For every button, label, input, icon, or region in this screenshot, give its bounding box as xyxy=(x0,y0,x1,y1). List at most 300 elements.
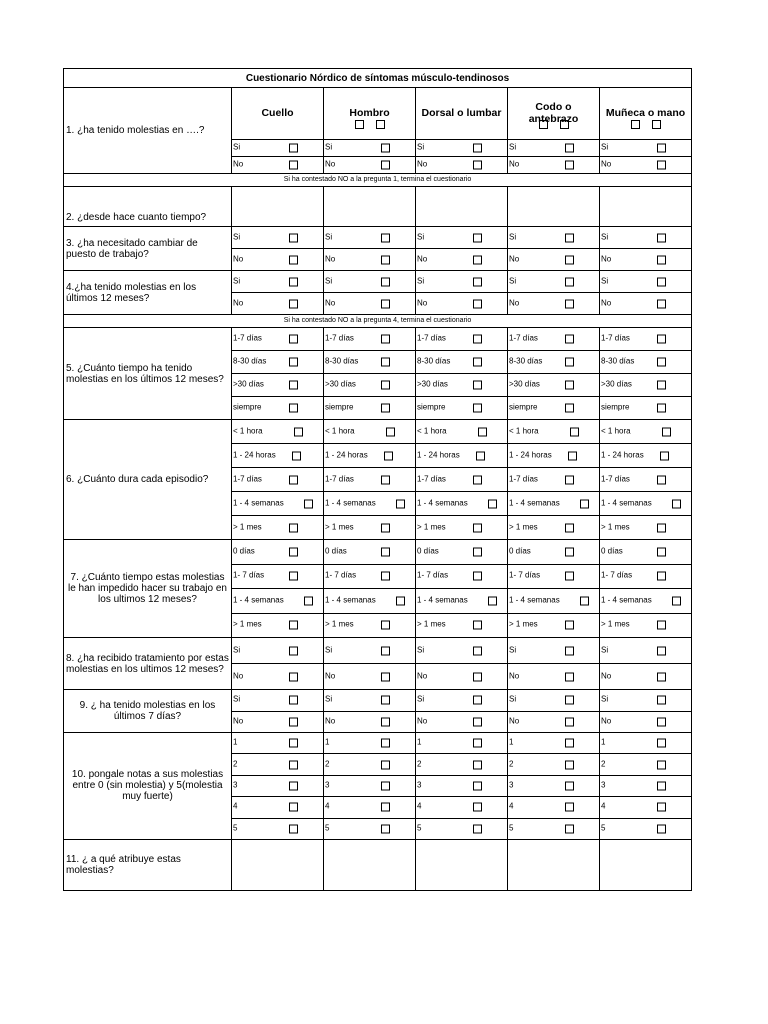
checkbox[interactable] xyxy=(657,144,666,153)
checkbox[interactable] xyxy=(381,381,390,390)
question-10-option-cell xyxy=(324,733,416,754)
option-label: Si xyxy=(325,694,333,704)
option-label: 1 xyxy=(601,737,606,747)
answer-cell[interactable] xyxy=(416,187,508,227)
question-5-option-cell xyxy=(324,328,416,351)
option-label: No xyxy=(325,159,336,169)
checkbox[interactable] xyxy=(289,161,298,170)
question-6: 6. ¿Cuánto dura cada episodio? xyxy=(64,420,232,540)
checkbox[interactable] xyxy=(473,335,482,344)
question-10-option-cell xyxy=(416,818,508,839)
checkbox[interactable] xyxy=(473,523,482,532)
question-7-option-cell xyxy=(416,564,508,589)
option-label: 1 - 4 semanas xyxy=(325,498,376,508)
checkbox[interactable] xyxy=(657,523,666,532)
checkbox[interactable] xyxy=(476,451,485,460)
question-3-option-cell xyxy=(232,249,324,271)
question-3-option-cell xyxy=(508,227,600,249)
question-9-option-cell xyxy=(232,711,324,733)
checkbox[interactable] xyxy=(657,781,666,790)
option-label: No xyxy=(509,298,520,308)
checkbox[interactable] xyxy=(289,646,298,655)
checkbox[interactable] xyxy=(565,803,574,812)
checkbox[interactable] xyxy=(565,760,574,769)
checkbox[interactable] xyxy=(381,696,390,705)
option-label: >30 días xyxy=(601,379,632,389)
table-row xyxy=(64,174,692,187)
question-5-option-cell xyxy=(508,351,600,374)
checkbox[interactable] xyxy=(396,596,405,605)
checkbox[interactable] xyxy=(657,358,666,367)
option-label: 1 xyxy=(417,737,422,747)
checkbox[interactable] xyxy=(292,451,301,460)
question-7-option-cell xyxy=(508,589,600,614)
question-6-option-cell xyxy=(508,468,600,492)
table-row xyxy=(64,187,692,227)
checkbox[interactable] xyxy=(289,335,298,344)
checkbox[interactable] xyxy=(652,120,661,129)
question-4: 4.¿ha tenido molestias en los últimos 12 meses? xyxy=(64,271,232,315)
checkbox[interactable] xyxy=(473,572,482,581)
checkbox[interactable] xyxy=(304,499,313,508)
checkbox[interactable] xyxy=(657,803,666,812)
option-label: Si xyxy=(417,694,425,704)
checkbox[interactable] xyxy=(473,547,482,556)
checkbox[interactable] xyxy=(657,672,666,681)
checkbox[interactable] xyxy=(289,760,298,769)
question-4-option-cell xyxy=(232,293,324,315)
table-row xyxy=(64,540,692,565)
question-3-option-cell xyxy=(416,249,508,271)
checkbox[interactable] xyxy=(289,358,298,367)
checkbox[interactable] xyxy=(672,499,681,508)
question-9-option-cell xyxy=(324,711,416,733)
checkbox[interactable] xyxy=(473,161,482,170)
region-header-4 xyxy=(600,88,692,140)
checkbox[interactable] xyxy=(473,299,482,308)
question-10-option-cell xyxy=(416,797,508,818)
checkbox[interactable] xyxy=(473,803,482,812)
option-label: 1 - 24 horas xyxy=(601,450,644,460)
checkbox[interactable] xyxy=(289,144,298,153)
checkbox[interactable] xyxy=(289,739,298,748)
question-6-option-cell xyxy=(232,516,324,540)
option-label: siempre xyxy=(509,402,538,412)
question-10-option-cell xyxy=(324,818,416,839)
option-label: > 1 mes xyxy=(325,619,354,629)
checkbox[interactable] xyxy=(565,299,574,308)
checkbox[interactable] xyxy=(473,475,482,484)
checkbox[interactable] xyxy=(289,523,298,532)
checkbox[interactable] xyxy=(473,672,482,681)
option-label: 1 xyxy=(233,737,238,747)
question-5-option-cell xyxy=(232,351,324,374)
checkbox[interactable] xyxy=(381,144,390,153)
checkbox[interactable] xyxy=(289,621,298,630)
checkbox[interactable] xyxy=(565,739,574,748)
checkbox[interactable] xyxy=(289,696,298,705)
checkbox[interactable] xyxy=(631,120,640,129)
option-label: No xyxy=(601,298,612,308)
answer-cell[interactable] xyxy=(232,839,324,890)
checkbox[interactable] xyxy=(580,499,589,508)
question-11: 11. ¿ a qué atribuye estas molestias? xyxy=(64,839,232,890)
option-label: 4 xyxy=(325,801,330,811)
question-4-option-cell xyxy=(600,293,692,315)
option-label: No xyxy=(417,671,428,681)
option-label: 0 días xyxy=(233,546,255,556)
checkbox[interactable] xyxy=(289,803,298,812)
checkbox[interactable] xyxy=(289,277,298,286)
nordic-questionnaire-table xyxy=(63,68,692,891)
answer-cell[interactable] xyxy=(324,187,416,227)
option-label: 1-7 días xyxy=(601,333,630,343)
checkbox[interactable] xyxy=(289,781,298,790)
option-label: 1 - 4 semanas xyxy=(509,498,560,508)
checkbox[interactable] xyxy=(473,739,482,748)
checkbox[interactable] xyxy=(473,381,482,390)
checkbox[interactable] xyxy=(657,381,666,390)
question-5-option-cell xyxy=(600,397,692,420)
question-8: 8. ¿ha recibido tratamiento por estas molestias en los ultimos 12 meses? xyxy=(64,638,232,690)
question-6-option-cell xyxy=(416,468,508,492)
checkbox[interactable] xyxy=(565,358,574,367)
option-label: Si xyxy=(601,645,609,655)
question-8-option-cell xyxy=(508,638,600,664)
checkbox[interactable] xyxy=(565,255,574,264)
checkbox[interactable] xyxy=(384,451,393,460)
checkbox[interactable] xyxy=(381,358,390,367)
question-5-option-cell xyxy=(600,351,692,374)
checkbox[interactable] xyxy=(672,596,681,605)
checkbox[interactable] xyxy=(565,404,574,413)
checkbox[interactable] xyxy=(662,427,671,436)
checkbox[interactable] xyxy=(657,621,666,630)
checkbox[interactable] xyxy=(381,255,390,264)
checkbox[interactable] xyxy=(657,547,666,556)
answer-cell[interactable] xyxy=(324,839,416,890)
option-label: 2 xyxy=(509,759,514,769)
option-label: 8-30 días xyxy=(325,356,359,366)
question-5-option-cell xyxy=(232,374,324,397)
checkbox[interactable] xyxy=(473,233,482,242)
option-label: Si xyxy=(509,276,517,286)
question-7-option-cell xyxy=(324,613,416,638)
checkbox[interactable] xyxy=(565,144,574,153)
checkbox[interactable] xyxy=(660,451,669,460)
checkbox[interactable] xyxy=(376,120,385,129)
checkbox[interactable] xyxy=(381,475,390,484)
question-7-option-cell xyxy=(600,540,692,565)
checkbox[interactable] xyxy=(568,451,577,460)
checkbox[interactable] xyxy=(473,404,482,413)
option-label: 1 - 4 semanas xyxy=(325,595,376,605)
question-5-option-cell xyxy=(232,397,324,420)
checkbox[interactable] xyxy=(565,717,574,726)
checkbox[interactable] xyxy=(289,717,298,726)
checkbox[interactable] xyxy=(657,696,666,705)
option-label: 2 xyxy=(601,759,606,769)
option-label: 1 - 4 semanas xyxy=(601,595,652,605)
checkbox[interactable] xyxy=(657,572,666,581)
question-4-option-cell xyxy=(508,271,600,293)
option-label: > 1 mes xyxy=(233,619,262,629)
checkbox[interactable] xyxy=(289,475,298,484)
option-label: 8-30 días xyxy=(233,356,267,366)
checkbox[interactable] xyxy=(565,335,574,344)
checkbox[interactable] xyxy=(289,299,298,308)
checkbox[interactable] xyxy=(565,547,574,556)
checkbox[interactable] xyxy=(565,646,574,655)
table-row xyxy=(64,227,692,249)
question-10-option-cell xyxy=(508,775,600,796)
checkbox[interactable] xyxy=(565,381,574,390)
option-label: No xyxy=(233,159,244,169)
checkbox[interactable] xyxy=(657,299,666,308)
question-6-option-cell xyxy=(324,516,416,540)
answer-cell[interactable] xyxy=(232,187,324,227)
checkbox[interactable] xyxy=(565,621,574,630)
option-label: 2 xyxy=(233,759,238,769)
option-label: No xyxy=(233,298,244,308)
checkbox[interactable] xyxy=(289,824,298,833)
checkbox[interactable] xyxy=(565,523,574,532)
checkbox[interactable] xyxy=(381,646,390,655)
checkbox[interactable] xyxy=(473,717,482,726)
checkbox[interactable] xyxy=(570,427,579,436)
option-label: Si xyxy=(233,142,241,152)
checkbox[interactable] xyxy=(565,277,574,286)
option-label: 1- 7 días xyxy=(233,570,265,580)
table-row xyxy=(64,733,692,754)
question-7-option-cell xyxy=(232,540,324,565)
checkbox[interactable] xyxy=(473,824,482,833)
option-label: Si xyxy=(509,142,517,152)
checkbox[interactable] xyxy=(355,120,364,129)
answer-cell[interactable] xyxy=(508,839,600,890)
question-7-option-cell xyxy=(324,540,416,565)
checkbox[interactable] xyxy=(565,696,574,705)
option-label: 1 - 24 horas xyxy=(509,450,552,460)
checkbox[interactable] xyxy=(381,760,390,769)
option-label: Si xyxy=(601,276,609,286)
checkbox[interactable] xyxy=(657,335,666,344)
option-label: 3 xyxy=(233,780,238,790)
question-4-option-cell xyxy=(416,293,508,315)
checkbox[interactable] xyxy=(473,255,482,264)
option-label: Si xyxy=(233,645,241,655)
question-8-option-cell xyxy=(416,664,508,690)
checkbox[interactable] xyxy=(473,144,482,153)
checkbox[interactable] xyxy=(539,120,548,129)
option-label: > 1 mes xyxy=(325,522,354,532)
answer-cell[interactable] xyxy=(600,187,692,227)
option-label: 1 - 24 horas xyxy=(417,450,460,460)
table-row xyxy=(64,420,692,444)
question-4-option-cell xyxy=(416,271,508,293)
question-6-option-cell xyxy=(600,516,692,540)
question-7-option-cell xyxy=(416,589,508,614)
option-label: 4 xyxy=(509,801,514,811)
question-7-option-cell xyxy=(232,564,324,589)
option-label: No xyxy=(601,671,612,681)
checkbox[interactable] xyxy=(396,499,405,508)
checkbox[interactable] xyxy=(657,646,666,655)
checkbox[interactable] xyxy=(657,233,666,242)
checkbox[interactable] xyxy=(657,760,666,769)
option-label: > 1 mes xyxy=(509,619,538,629)
checkbox[interactable] xyxy=(289,547,298,556)
option-label: No xyxy=(601,254,612,264)
region-header-3 xyxy=(508,88,600,140)
option-label: 1 - 4 semanas xyxy=(601,498,652,508)
option-label: < 1 hora xyxy=(509,426,539,436)
option-label: 8-30 días xyxy=(509,356,543,366)
checkbox[interactable] xyxy=(381,672,390,681)
checkbox[interactable] xyxy=(381,824,390,833)
question-8-option-cell xyxy=(232,638,324,664)
option-label: 5 xyxy=(233,823,238,833)
answer-cell[interactable] xyxy=(600,839,692,890)
checkbox[interactable] xyxy=(657,404,666,413)
checkbox[interactable] xyxy=(381,335,390,344)
option-label: Si xyxy=(509,232,517,242)
checkbox[interactable] xyxy=(381,404,390,413)
option-label: 1 - 4 semanas xyxy=(233,595,284,605)
checkbox[interactable] xyxy=(381,547,390,556)
question-9-option-cell xyxy=(600,711,692,733)
checkbox[interactable] xyxy=(386,427,395,436)
checkbox[interactable] xyxy=(478,427,487,436)
option-label: 4 xyxy=(417,801,422,811)
checkbox[interactable] xyxy=(289,233,298,242)
question-10-option-cell xyxy=(232,733,324,754)
option-label: 0 días xyxy=(325,546,347,556)
checkbox[interactable] xyxy=(473,696,482,705)
option-label: siempre xyxy=(417,402,446,412)
option-label: >30 días xyxy=(417,379,448,389)
table-row xyxy=(64,88,692,140)
question-3: 3. ¿ha necesitado cambiar de puesto de trabajo? xyxy=(64,227,232,271)
option-label: > 1 mes xyxy=(417,619,446,629)
question-1-option-cell xyxy=(508,140,600,157)
checkbox[interactable] xyxy=(657,824,666,833)
checkbox[interactable] xyxy=(473,358,482,367)
option-label: 1 - 4 semanas xyxy=(509,595,560,605)
checkbox[interactable] xyxy=(381,233,390,242)
checkbox[interactable] xyxy=(657,739,666,748)
question-7-option-cell xyxy=(416,540,508,565)
checkbox[interactable] xyxy=(565,572,574,581)
option-label: No xyxy=(509,716,520,726)
option-label: No xyxy=(509,254,520,264)
checkbox[interactable] xyxy=(565,233,574,242)
checkbox[interactable] xyxy=(294,427,303,436)
checkbox[interactable] xyxy=(304,596,313,605)
checkbox[interactable] xyxy=(381,161,390,170)
checkbox[interactable] xyxy=(473,760,482,769)
checkbox[interactable] xyxy=(289,572,298,581)
checkbox[interactable] xyxy=(473,277,482,286)
option-label: No xyxy=(417,254,428,264)
question-6-option-cell xyxy=(324,468,416,492)
checkbox[interactable] xyxy=(565,161,574,170)
checkbox[interactable] xyxy=(381,572,390,581)
answer-cell[interactable] xyxy=(416,839,508,890)
option-label: Si xyxy=(325,142,333,152)
checkbox[interactable] xyxy=(565,781,574,790)
checkbox[interactable] xyxy=(657,161,666,170)
checkbox[interactable] xyxy=(289,672,298,681)
option-label: Si xyxy=(509,694,517,704)
checkbox[interactable] xyxy=(560,120,569,129)
checkbox[interactable] xyxy=(565,824,574,833)
checkbox[interactable] xyxy=(565,672,574,681)
table-row xyxy=(64,839,692,890)
checkbox[interactable] xyxy=(580,596,589,605)
option-label: 1-7 días xyxy=(325,333,354,343)
checkbox[interactable] xyxy=(381,277,390,286)
question-6-option-cell xyxy=(508,516,600,540)
checkbox[interactable] xyxy=(381,739,390,748)
checkbox[interactable] xyxy=(657,717,666,726)
question-7-option-cell xyxy=(508,564,600,589)
option-label: No xyxy=(509,159,520,169)
option-label: > 1 mes xyxy=(601,522,630,532)
checkbox[interactable] xyxy=(381,523,390,532)
option-label: Si xyxy=(601,232,609,242)
checkbox[interactable] xyxy=(488,596,497,605)
option-label: 1-7 días xyxy=(325,474,354,484)
question-4-option-cell xyxy=(324,293,416,315)
checkbox[interactable] xyxy=(657,255,666,264)
question-10-option-cell xyxy=(232,818,324,839)
question-10-option-cell xyxy=(416,754,508,775)
checkbox[interactable] xyxy=(473,646,482,655)
checkbox[interactable] xyxy=(289,381,298,390)
checkbox[interactable] xyxy=(289,255,298,264)
checkbox[interactable] xyxy=(657,277,666,286)
question-6-option-cell xyxy=(232,492,324,516)
question-8-option-cell xyxy=(416,638,508,664)
question-10-option-cell xyxy=(508,754,600,775)
checkbox[interactable] xyxy=(381,717,390,726)
option-label: < 1 hora xyxy=(233,426,263,436)
question-10-option-cell xyxy=(416,733,508,754)
checkbox[interactable] xyxy=(381,781,390,790)
checkbox[interactable] xyxy=(473,781,482,790)
question-1-option-cell xyxy=(600,140,692,157)
checkbox[interactable] xyxy=(381,621,390,630)
option-label: 1-7 días xyxy=(417,333,446,343)
option-label: Si xyxy=(325,645,333,655)
question-6-option-cell xyxy=(232,420,324,444)
option-label: 1-7 días xyxy=(509,333,538,343)
question-8-option-cell xyxy=(508,664,600,690)
checkbox[interactable] xyxy=(565,475,574,484)
checkbox[interactable] xyxy=(488,499,497,508)
checkbox[interactable] xyxy=(473,621,482,630)
checkbox[interactable] xyxy=(289,404,298,413)
answer-cell[interactable] xyxy=(508,187,600,227)
checkbox[interactable] xyxy=(657,475,666,484)
checkbox[interactable] xyxy=(381,299,390,308)
question-3-option-cell xyxy=(600,249,692,271)
checkbox[interactable] xyxy=(381,803,390,812)
option-label: siempre xyxy=(601,402,630,412)
option-label: No xyxy=(509,671,520,681)
option-label: 0 días xyxy=(417,546,439,556)
